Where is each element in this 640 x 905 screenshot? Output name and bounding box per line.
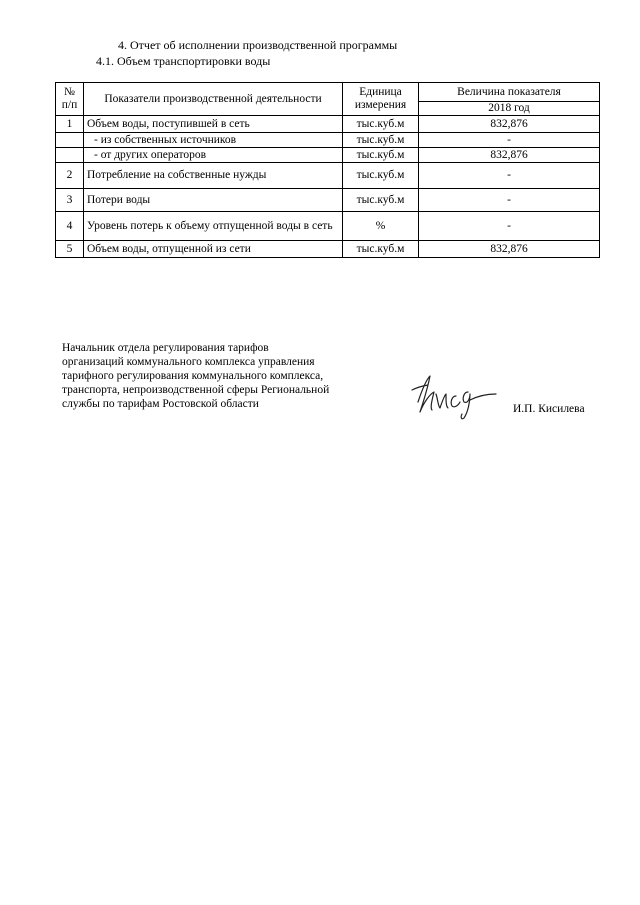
row-value: 832,876 [419, 241, 600, 258]
table-row [56, 148, 600, 163]
row-value: - [419, 163, 600, 189]
position-line: транспорта, непроизводственной сферы Региональной [62, 384, 330, 396]
table-row [56, 189, 600, 212]
table-header-row [56, 83, 600, 102]
table-row [56, 116, 600, 133]
row-unit: тыс.куб.м [343, 189, 419, 212]
row-value: - [419, 212, 600, 241]
row-value: 832,876 [419, 116, 600, 133]
table-row [56, 241, 600, 258]
section-heading: 4. Отчет об исполнении производственной программы [118, 38, 398, 52]
row-indicator: Потребление на собственные нужды [84, 163, 343, 189]
position-line: тарифного регулирования коммунального комплекса, [62, 370, 324, 382]
row-num: 3 [56, 189, 84, 212]
row-num [56, 148, 84, 163]
position-line: службы по тарифам Ростовской области [62, 398, 259, 410]
row-num: 2 [56, 163, 84, 189]
table-row [56, 133, 600, 148]
header-unit-line1: Единица [359, 86, 402, 98]
header-unit [343, 83, 419, 116]
header-indicator: Показатели производственной деятельности [84, 83, 343, 116]
header-num-line1: № [64, 86, 75, 98]
row-num [56, 133, 84, 148]
row-indicator: Уровень потерь к объему отпущенной воды в сеть [84, 212, 343, 241]
row-unit: % [343, 212, 419, 241]
signatory-name: И.П. Кисилева [513, 403, 585, 415]
row-num: 1 [56, 116, 84, 133]
row-indicator: - из собственных источников [84, 133, 343, 148]
signatory-position [62, 341, 382, 411]
table-row [56, 212, 600, 241]
position-line: организаций коммунального комплекса управления [62, 356, 315, 368]
row-value: 832,876 [419, 148, 600, 163]
table-row [56, 163, 600, 189]
row-indicator: Потери воды [84, 189, 343, 212]
row-indicator: Объем воды, поступившей в сеть [84, 116, 343, 133]
position-line: Начальник отдела регулирования тарифов [62, 342, 269, 354]
header-unit-line2: измерения [354, 99, 407, 111]
row-unit: тыс.куб.м [343, 116, 419, 133]
row-unit: тыс.куб.м [343, 133, 419, 148]
row-unit: тыс.куб.м [343, 241, 419, 258]
subsection-heading: 4.1. Объем транспортировки воды [96, 54, 271, 68]
row-indicator: Объем воды, отпущенной из сети [84, 241, 343, 258]
header-num-line2: п/п [61, 99, 78, 111]
header-value: Величина показателя [419, 83, 600, 102]
header-num [56, 83, 84, 116]
row-value: - [419, 189, 600, 212]
row-num: 5 [56, 241, 84, 258]
header-year: 2018 год [419, 102, 600, 116]
row-indicator: - от других операторов [84, 148, 343, 163]
row-unit: тыс.куб.м [343, 148, 419, 163]
handwritten-signature [408, 372, 500, 424]
row-value: - [419, 133, 600, 148]
transport-volume-table [55, 82, 600, 258]
row-num: 4 [56, 212, 84, 241]
row-unit: тыс.куб.м [343, 163, 419, 189]
